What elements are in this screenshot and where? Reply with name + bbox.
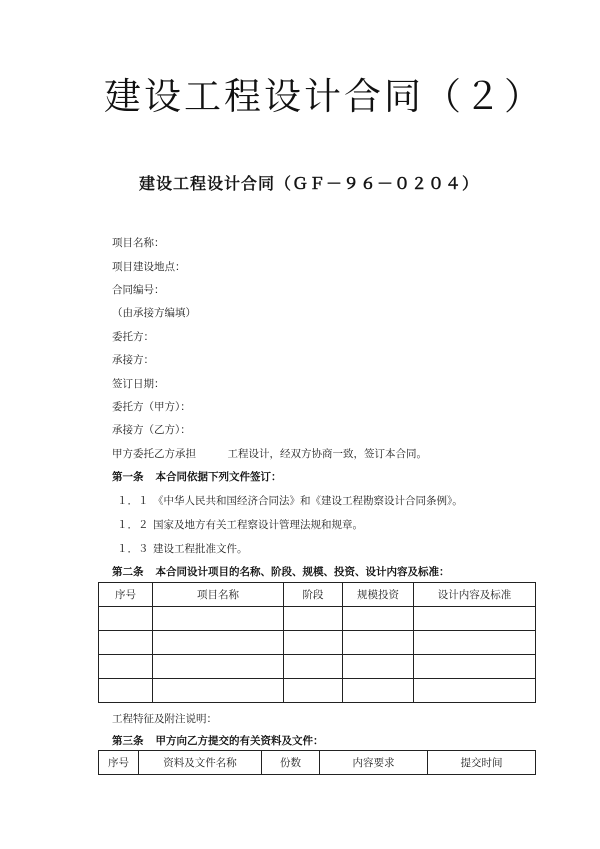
field-contractor: 承接方： xyxy=(112,354,154,366)
header-index: 序号 xyxy=(99,751,139,775)
field-party-a: 委托方（甲方）： xyxy=(112,401,191,413)
field-project-name: 项目名称： xyxy=(112,237,165,249)
field-contract-number-note: （由承接方编填） xyxy=(112,307,196,319)
article3-title: 甲方向乙方提交的有关资料及文件： xyxy=(155,735,324,747)
article2-label: 第二条 xyxy=(112,566,144,578)
table-cell xyxy=(99,607,153,631)
item-text: 国家及地方有关工程察设计管理法规和规章。 xyxy=(153,519,363,531)
table-row xyxy=(99,679,536,703)
table-header-row xyxy=(99,751,536,775)
field-client: 委托方： xyxy=(112,331,154,343)
header-design-content: 设计内容及标准 xyxy=(414,583,536,607)
header-project-name: 项目名称 xyxy=(153,583,284,607)
table-cell xyxy=(284,631,343,655)
table-cell xyxy=(414,607,536,631)
table-cell xyxy=(343,655,414,679)
table-cell xyxy=(153,679,284,703)
article1-item xyxy=(117,517,363,532)
table-cell xyxy=(414,655,536,679)
item-text: 建设工程批准文件。 xyxy=(153,543,248,555)
article3-heading xyxy=(112,733,324,748)
table-cell xyxy=(414,679,536,703)
document-sub-title: 建设工程设计合同（ＧＦ－９６－０２０４） xyxy=(139,174,480,193)
article1-heading xyxy=(112,469,282,484)
table-cell xyxy=(284,607,343,631)
article2-title: 本合同设计项目的名称、阶段、规模、投资、设计内容及标准： xyxy=(155,566,450,578)
article3-label: 第三条 xyxy=(112,735,144,747)
table-header-row xyxy=(99,583,536,607)
article1-title: 本合同依据下列文件签订： xyxy=(155,471,282,483)
header-stage: 阶段 xyxy=(284,583,343,607)
table-cell xyxy=(284,679,343,703)
table-cell xyxy=(99,631,153,655)
document-main-title: 建设工程设计合同（２） xyxy=(104,75,544,118)
item-text: 《中华人民共和国经济合同法》和《建设工程勘察设计合同条例》。 xyxy=(153,495,463,507)
table-row xyxy=(99,655,536,679)
table-cell xyxy=(343,679,414,703)
field-sign-date: 签订日期： xyxy=(112,378,165,390)
table-cell xyxy=(284,655,343,679)
documents-table xyxy=(98,750,536,775)
field-project-location: 项目建设地点： xyxy=(112,261,186,273)
table-cell xyxy=(414,631,536,655)
header-document-name: 资料及文件名称 xyxy=(139,751,262,775)
table-row xyxy=(99,607,536,631)
project-features-note: 工程特征及附注说明： xyxy=(112,713,217,725)
table-cell xyxy=(99,679,153,703)
header-content-requirements: 内容要求 xyxy=(320,751,428,775)
intro-sentence: 甲方委托乙方承担 工程设计，经双方协商一致，签订本合同。 xyxy=(112,448,427,460)
item-number: １．２ xyxy=(117,519,149,531)
header-index: 序号 xyxy=(99,583,153,607)
item-number: １．１ xyxy=(117,495,149,507)
header-submission-time: 提交时间 xyxy=(428,751,536,775)
field-party-b: 承接方（乙方）： xyxy=(112,424,191,436)
table-cell xyxy=(343,607,414,631)
table-cell xyxy=(99,655,153,679)
table-cell xyxy=(153,655,284,679)
table-cell xyxy=(153,631,284,655)
article1-item xyxy=(117,541,248,556)
article2-heading xyxy=(112,564,450,579)
field-contract-number: 合同编号： xyxy=(112,284,165,296)
item-number: １．３ xyxy=(117,543,149,555)
article1-label: 第一条 xyxy=(112,471,144,483)
table-row xyxy=(99,631,536,655)
table-cell xyxy=(343,631,414,655)
table-cell xyxy=(153,607,284,631)
design-items-table xyxy=(98,582,536,703)
header-copies: 份数 xyxy=(262,751,320,775)
article1-item xyxy=(117,493,463,508)
header-scale-investment: 规模投资 xyxy=(343,583,414,607)
